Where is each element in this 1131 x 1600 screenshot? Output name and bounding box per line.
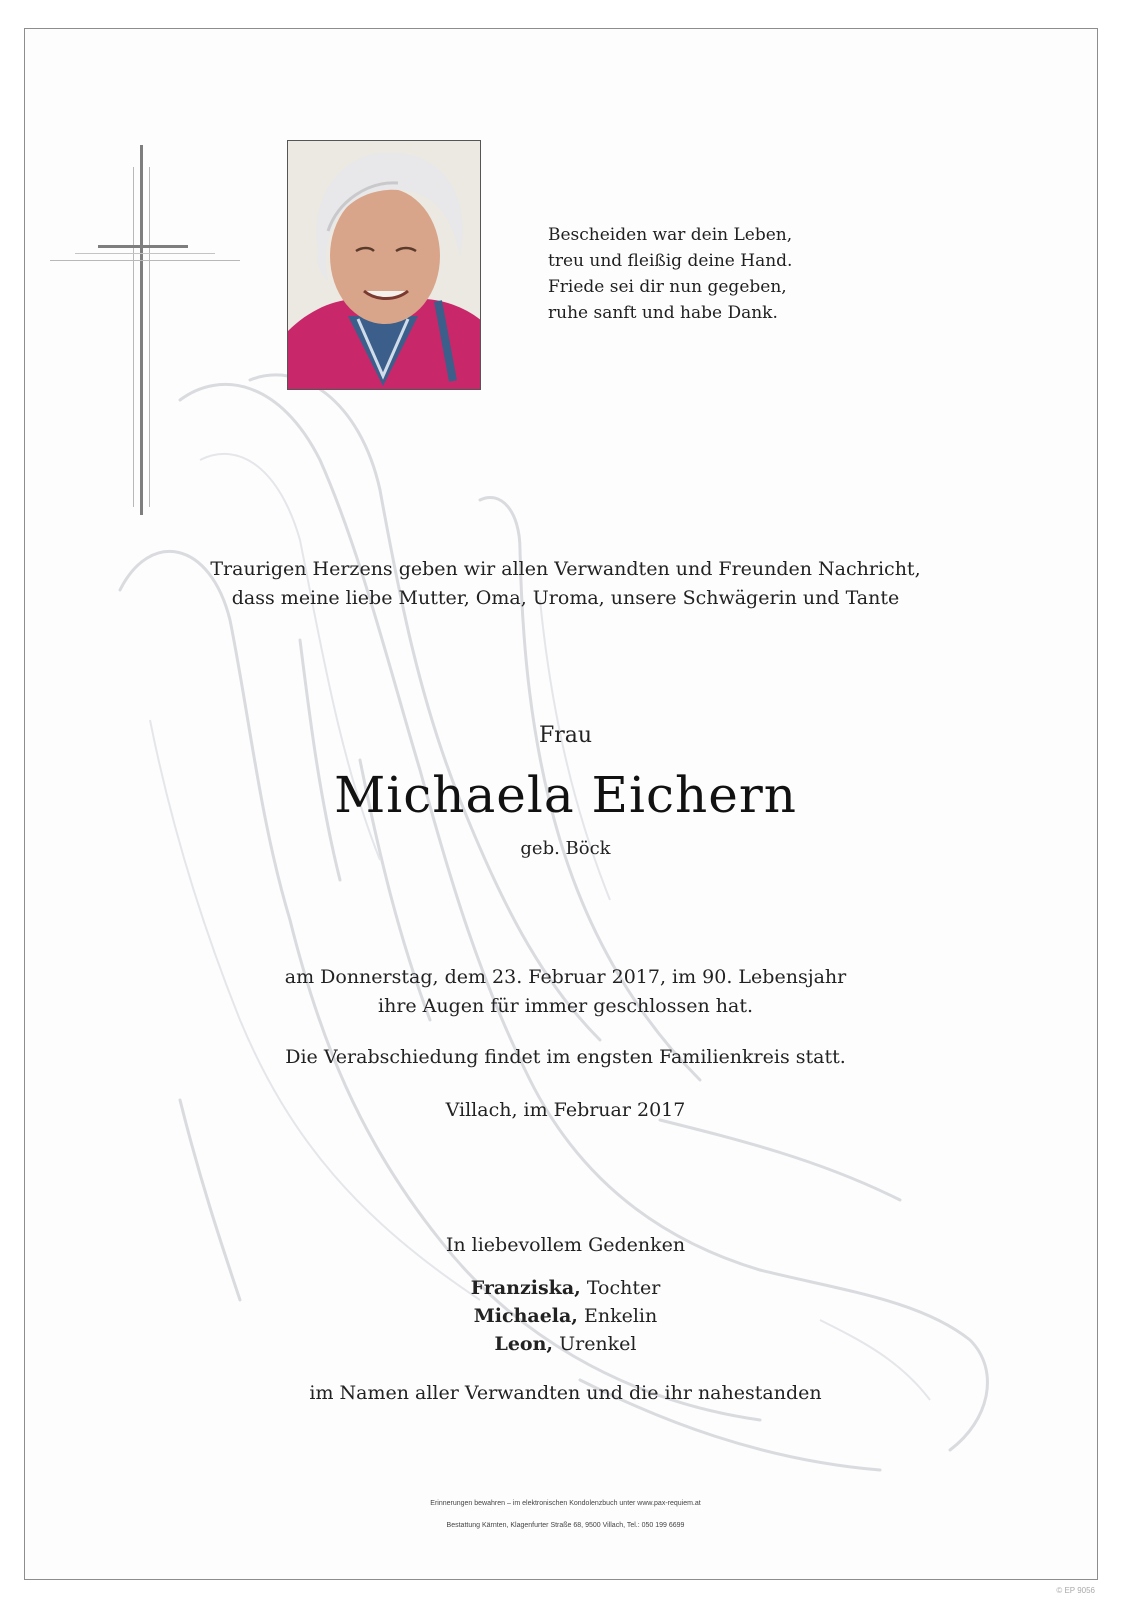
document-code: © EP 9056 [1056, 1586, 1095, 1595]
birth-name: geb. Böck [520, 838, 611, 859]
intro-line-2: dass meine liebe Mutter, Oma, Uroma, unsere Schwägerin und Tante [231, 587, 900, 609]
death-line-1: am Donnerstag, dem 23. Februar 2017, im 90. Lebensjahr [284, 966, 847, 988]
memory-heading: In liebevollem Gedenken [445, 1234, 686, 1256]
family-member [0, 1274, 1131, 1302]
announcement-intro [0, 555, 1131, 613]
death-line-2: ihre Augen für immer geschlossen hat. [378, 995, 753, 1017]
family-member-relation: Enkelin [583, 1305, 658, 1327]
family-member-relation: Tochter [586, 1277, 661, 1299]
salutation: Frau [538, 723, 593, 748]
verse-line: Bescheiden war dein Leben, [548, 225, 793, 245]
on-behalf-line: im Namen aller Verwandten und die ihr nahestanden [309, 1382, 822, 1404]
cross-icon [50, 145, 240, 525]
family-member [0, 1302, 1131, 1330]
death-notice [0, 963, 1131, 1021]
family-member [0, 1330, 1131, 1358]
family-member-name: Michaela, [473, 1305, 578, 1327]
intro-line-1: Traurigen Herzens geben wir allen Verwandten und Freunden Nachricht, [210, 558, 921, 580]
family-member-relation: Urenkel [559, 1333, 637, 1355]
verse-line: Friede sei dir nun gegeben, [548, 277, 787, 297]
verse-line: treu und fleißig deine Hand. [548, 251, 793, 271]
family-member-name: Franziska, [470, 1277, 581, 1299]
family-list [0, 1274, 1131, 1358]
memorial-verse [548, 222, 848, 326]
portrait-photo [287, 140, 481, 390]
footer-condolence: Erinnerungen bewahren – im elektronischen Kondolenzbuch unter www.pax-requiem.at [430, 1500, 701, 1507]
verse-line: ruhe sanft und habe Dank. [548, 303, 778, 323]
footer-address: Bestattung Kärnten, Klagenfurter Straße 68, 9500 Villach, Tel.: 050 199 6699 [446, 1522, 685, 1529]
deceased-name: Michaela Eichern [334, 766, 797, 824]
family-member-name: Leon, [494, 1333, 554, 1355]
farewell-info: Die Verabschiedung findet im engsten Familienkreis statt. [285, 1046, 846, 1068]
place-date: Villach, im Februar 2017 [445, 1099, 686, 1121]
